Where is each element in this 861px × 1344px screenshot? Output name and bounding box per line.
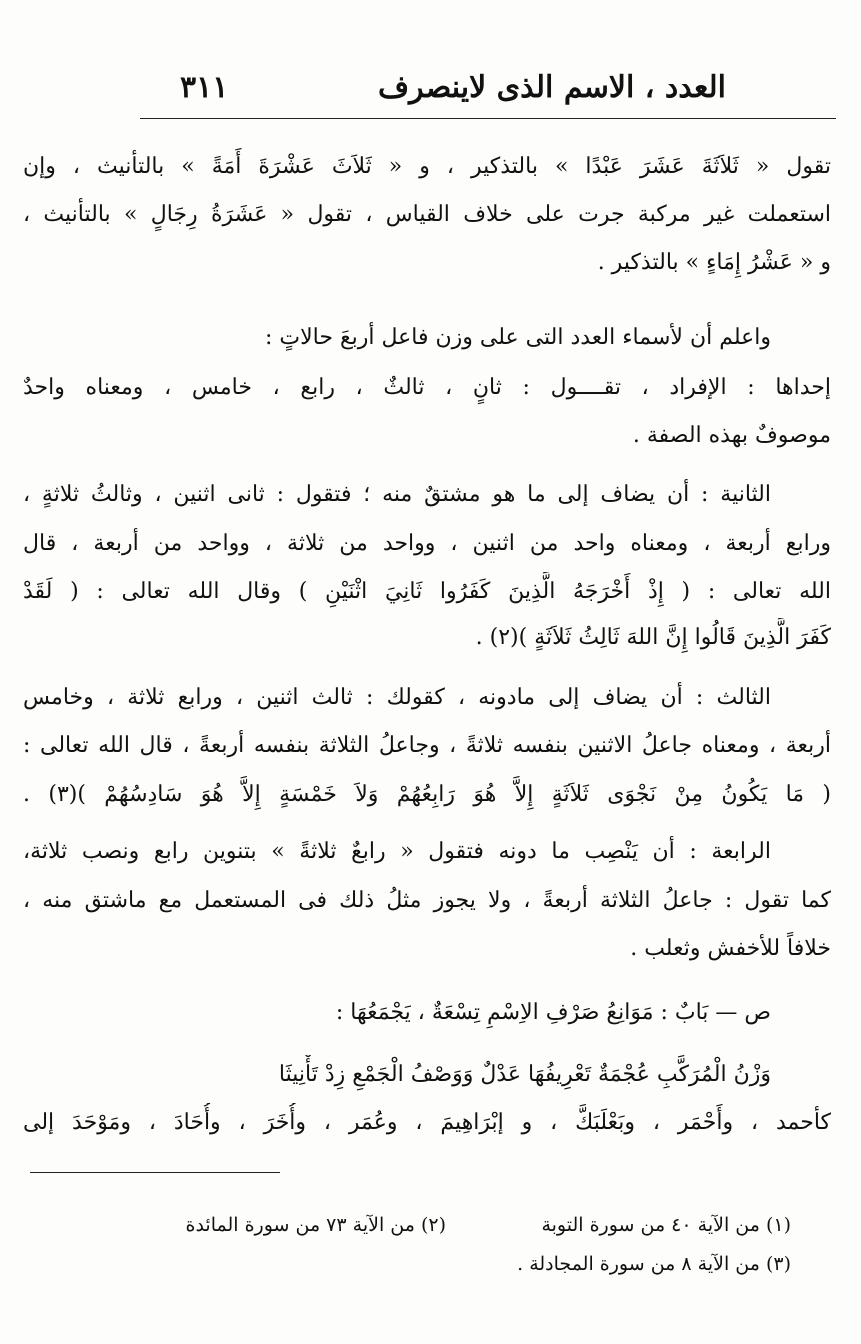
body-line: خلافاً للأخفش وثعلب . xyxy=(630,936,831,961)
running-title: العدد ، الاسم الذى لاينصرف xyxy=(378,70,726,105)
body-line: كأحمد ، وأَحْمَر ، وبَعْلَبَكَّ ، و إبْرَاهِيمَ ، وعُمَر ، وأُخَرَ ، وأُحَادَ ، ومَوْحَدَ إلى xyxy=(23,1110,831,1135)
footnote-1: (١) من الآية ٤٠ من سورة التوبة xyxy=(541,1214,791,1236)
footnote-rule xyxy=(30,1172,280,1173)
body-line: الثالث : أن يضاف إلى مادونه ، كقولك : ثالث اثنين ، ورابع ثلاثة ، وخامس xyxy=(23,685,771,710)
verse-line: وَزْنُ الْمُرَكَّبِ عُجْمَةٌ تَعْرِيفُهَا عَدْلٌ وَوَصْفُ الْجَمْعِ زِدْ تَأْنِيثَا xyxy=(278,1062,771,1087)
body-line: ورابع أربعة ، ومعناه واحد من اثنين ، وواحد من ثلاثة ، وواحد من أربعة ، قال xyxy=(23,531,831,556)
body-line: موصوفٌ بهذه الصفة . xyxy=(632,423,831,448)
body-line: الله تعالى : ( إِذْ أَخْرَجَهُ الَّذِينَ كَفَرُوا ثَانِيَ اثْنَيْنِ ) وقال الله تعالى : ( لَقَدْ xyxy=(23,579,831,604)
body-line: كَفَرَ الَّذِينَ قَالُوا إِنَّ اللهَ ثَالِثُ ثَلاَثَةٍ )(٢) . xyxy=(475,625,831,650)
body-line: الثانية : أن يضاف إلى ما هو مشتقٌ منه ؛ فتقول : ثانى اثنين ، وثالثُ ثلاثةٍ ، xyxy=(23,482,771,507)
body-line: الرابعة : أن يَنْصِب ما دونه فتقول « رابعٌ ثلاثةً » بتنوين رابع ونصب ثلاثة، xyxy=(23,839,771,864)
body-line: و « عَشْرُ إِمَاءٍ » بالتذكير . xyxy=(597,250,831,275)
body-line: إحداها : الإفراد ، تقــــول : ثانٍ ، ثالثٌ ، رابع ، خامس ، ومعناه واحدٌ xyxy=(23,375,831,400)
page-header xyxy=(150,60,726,110)
body-line: واعلم أن لأسماء العدد التى على وزن فاعل أربعَ حالاتٍ : xyxy=(265,325,771,350)
body-line: تقول « ثَلاَثَةَ عَشَرَ عَبْدًا » بالتذكير ، و « ثَلاَثَ عَشْرَةَ أَمَةً » بالتأنيث ، وإن xyxy=(23,154,831,179)
body-line: أربعة ، ومعناه جاعلُ الاثنين بنفسه ثلاثةً ، وجاعلُ الثلاثة بنفسه أربعةً ، قال الله تعالى : xyxy=(23,733,831,758)
footnote-3: (٣) من الآية ٨ من سورة المجادلة . xyxy=(517,1253,791,1275)
body-line: ( مَا يَكُونُ مِنْ نَجْوَى ثَلاَثَةٍ إِلاَّ هُوَ رَابِعُهُمْ وَلاَ خَمْسَةٍ إِلاَّ هُوَ سَادِسُهُمْ )(٣) . xyxy=(23,782,831,807)
body-line: ص — بَابٌ : مَوَانِعُ صَرْفِ الاِسْمِ تِسْعَةٌ ، يَجْمَعُهَا : xyxy=(335,1000,771,1025)
page-number: ٣١١ xyxy=(180,70,229,105)
header-rule xyxy=(140,118,836,119)
body-line: كما تقول : جاعلُ الثلاثة أربعةً ، ولا يجوز مثلُ ذلك فى المستعمل مع ماشتق منه ، xyxy=(23,888,831,913)
footnote-2: (٢) من الآية ٧٣ من سورة المائدة xyxy=(185,1214,446,1236)
body-line: استعملت غير مركبة جرت على خلاف القياس ، تقول « عَشَرَةُ رِجَالٍ » بالتأنيث ، xyxy=(23,202,831,227)
